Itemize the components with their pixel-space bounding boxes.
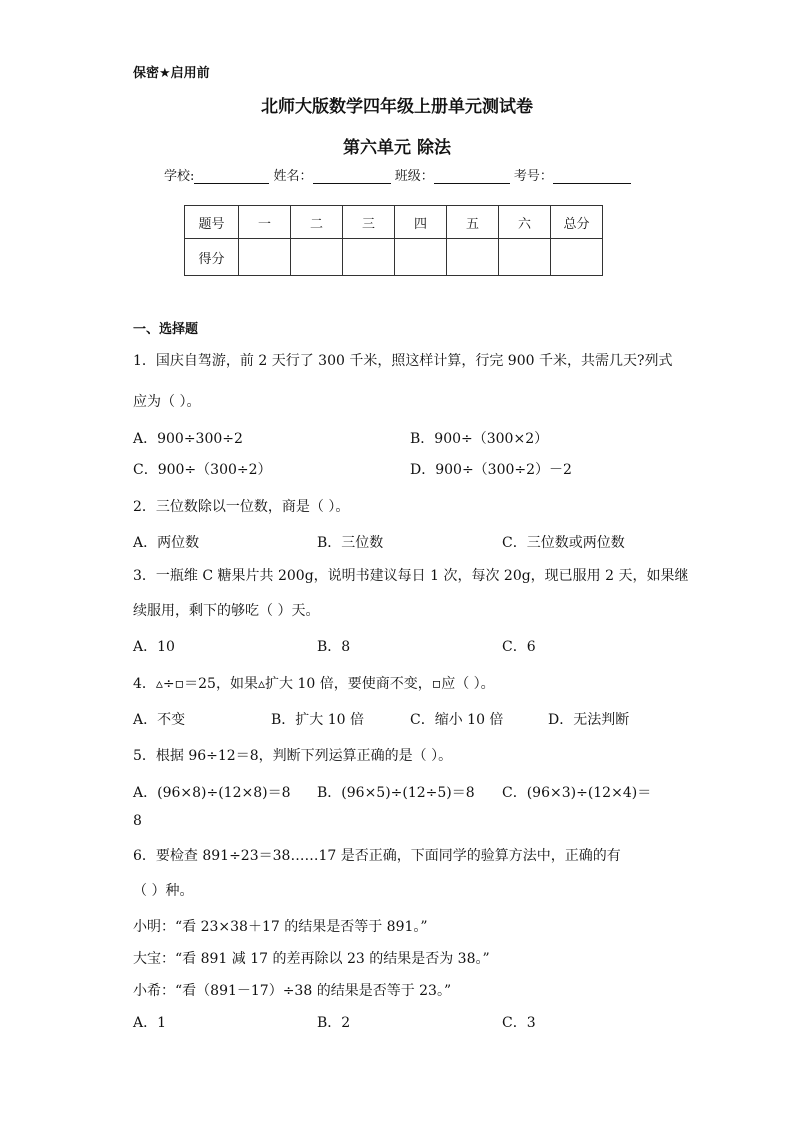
question-5-option-a: A．(96×8)÷(12×8)＝8 — [133, 785, 291, 801]
score-header-cell: 五 — [447, 206, 499, 239]
question-4-option-d: D．无法判断 — [548, 712, 630, 728]
class-label: 班级： — [394, 169, 434, 184]
score-header-cell: 四 — [395, 206, 447, 239]
question-3-line2: 续服用，剩下的够吃（ ）天。 — [133, 603, 320, 619]
question-5-option-c: C．(96×3)÷(12×4)＝ — [502, 785, 652, 801]
score-header-cell: 六 — [499, 206, 551, 239]
school-field[interactable] — [194, 169, 269, 184]
page-title: 北师大版数学四年级上册单元测试卷 — [261, 97, 533, 117]
question-5-option-b: B．(96×5)÷(12÷5)＝8 — [317, 785, 475, 801]
question-1-option-b: B．900÷（300×2） — [410, 431, 549, 447]
question-6-statement-xiaoxi: 小希：“看（891－17）÷38 的结果是否等于 23。” — [133, 983, 452, 999]
question-2-option-c: C．三位数或两位数 — [502, 535, 625, 551]
score-header-cell: 三 — [343, 206, 395, 239]
class-field[interactable] — [434, 169, 510, 184]
page-subtitle: 第六单元 除法 — [343, 138, 451, 158]
question-6-statement-xiaoming: 小明：“看 23×38＋17 的结果是否等于 891。” — [133, 919, 428, 935]
question-1-option-c: C．900÷（300÷2） — [133, 462, 272, 478]
score-table — [184, 205, 603, 276]
score-header-cell: 二 — [291, 206, 343, 239]
question-1-line2: 应为（ ）。 — [133, 394, 201, 410]
question-1-line1: 1．国庆自驾游，前 2 天行了 300 千米，照这样计算，行完 900 千米，共需几天?列式 — [133, 353, 673, 369]
question-5-option-c-continued: 8 — [133, 813, 142, 829]
question-1-option-d: D．900÷（300÷2）－2 — [410, 462, 572, 478]
question-4-line1: 4．▵÷▫＝25，如果▵扩大 10 倍，要使商不变，▫应（ ）。 — [133, 676, 495, 692]
question-6-option-a: A．1 — [133, 1015, 167, 1031]
question-2-option-b: B．三位数 — [317, 535, 384, 551]
score-cell[interactable] — [551, 239, 603, 276]
score-cell[interactable] — [395, 239, 447, 276]
question-3-option-a: A．10 — [133, 639, 175, 655]
score-cell[interactable] — [239, 239, 291, 276]
score-table-score-row — [185, 239, 603, 276]
student-info-row — [164, 165, 631, 184]
exam-no-label: 考号： — [513, 169, 553, 184]
score-cell[interactable] — [343, 239, 395, 276]
score-row-label: 得分 — [185, 239, 239, 276]
question-6-option-c: C．3 — [502, 1015, 536, 1031]
question-6-statement-dabao: 大宝：“看 891 减 17 的差再除以 23 的结果是否为 38。” — [133, 951, 490, 967]
question-3-option-b: B．8 — [317, 639, 351, 655]
question-4-option-c: C．缩小 10 倍 — [410, 712, 504, 728]
question-6-line2: （ ）种。 — [133, 883, 194, 899]
exam-no-field[interactable] — [553, 169, 631, 184]
score-header-cell: 一 — [239, 206, 291, 239]
confidential-label: 保密★启用前 — [133, 66, 210, 81]
question-2-option-a: A．两位数 — [133, 535, 200, 551]
question-6-line1: 6．要检查 891÷23＝38……17 是否正确，下面同学的验算方法中，正确的有 — [133, 848, 621, 864]
name-field[interactable] — [313, 169, 391, 184]
question-1-option-a: A．900÷300÷2 — [133, 431, 243, 447]
question-3-option-c: C．6 — [502, 639, 536, 655]
score-cell[interactable] — [447, 239, 499, 276]
score-table-header-row — [185, 206, 603, 239]
question-4-option-a: A．不变 — [133, 712, 186, 728]
name-label: 姓名： — [273, 169, 313, 184]
question-5-line1: 5．根据 96÷12＝8，判断下列运算正确的是（ ）。 — [133, 748, 453, 764]
score-header-cell: 题号 — [185, 206, 239, 239]
school-label: 学校: — [164, 169, 195, 184]
score-header-cell: 总分 — [551, 206, 603, 239]
question-6-option-b: B．2 — [317, 1015, 351, 1031]
question-4-option-b: B．扩大 10 倍 — [271, 712, 365, 728]
section-title: 一、选择题 — [133, 322, 199, 337]
score-cell[interactable] — [499, 239, 551, 276]
score-cell[interactable] — [291, 239, 343, 276]
question-2-line1: 2．三位数除以一位数，商是（ ）。 — [133, 499, 350, 515]
question-3-line1: 3．一瓶维 C 糖果片共 200g，说明书建议每日 1 次，每次 20g，现已服用 2 天，如果继 — [133, 568, 689, 584]
